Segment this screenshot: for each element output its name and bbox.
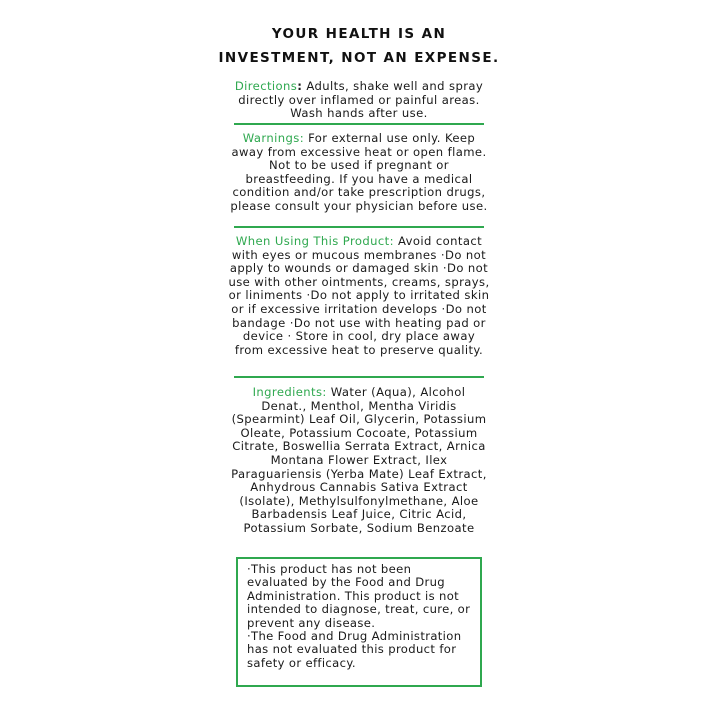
divider-3	[234, 376, 484, 378]
directions-text: Adults, shake well and spray directly over inflamed or painful areas. Wash hands after use.	[238, 79, 484, 121]
when-using-text: Avoid contact with eyes or mucous membranes ·Do not apply to wounds or damaged skin ·Do not use with other ointments, creams, sprays, or liniments ·Do not apply to irritated skin or if excessive irritation develops ·Do not bandage ·Do not use with heating pad or device · Store in cool, dry place away from excessive heat to preserve quality.	[228, 234, 490, 357]
warnings-text: For external use only. Keep away from excessive heat or open flame. Not to be used if pregnant or breastfeeding. If you have a medical condition and/or take prescription drugs, please consult your physician before use.	[230, 131, 488, 213]
divider-1	[234, 123, 484, 125]
product-label	[218, 0, 500, 720]
fda-disclaimer-box	[236, 557, 482, 687]
headline-line-1: YOUR HEALTH IS AN	[271, 26, 447, 42]
headline-line-2: INVESTMENT, NOT AN EXPENSE.	[218, 50, 500, 66]
directions-heading: Directions	[234, 79, 298, 93]
when-using-section	[228, 235, 490, 357]
fda-disclaimer-paragraph-2: ·The Food and Drug Administration has not evaluated this product for safety or efficacy.	[247, 629, 462, 670]
ingredients-heading: Ingredients:	[252, 385, 327, 399]
headline	[218, 22, 500, 70]
directions-section	[228, 80, 490, 121]
fda-disclaimer-paragraph-1: ·This product has not been evaluated by the Food and Drug Administration. This product is not intended to diagnose, treat, cure, or prevent any disease.	[247, 562, 471, 630]
warnings-heading: Warnings:	[242, 131, 305, 145]
divider-2	[234, 226, 484, 228]
ingredients-section	[228, 386, 490, 536]
when-using-heading: When Using This Product:	[235, 234, 394, 248]
directions-colon: :	[297, 79, 303, 93]
ingredients-text: Water (Aqua), Alcohol Denat., Menthol, Mentha Viridis (Spearmint) Leaf Oil, Glycerin, Potassium Oleate, Potassium Cocoate, Potassium Citrate, Boswellia Serrata Extract, Arnica Montana Flower Extract, Ilex Paraguariensis (Yerba Mate) Leaf Extract, Anhydrous Cannabis Sativa Extract (Isolate), Methylsulfonylmethane, Aloe Barbadensis Leaf Juice, Citric Acid, Potassium Sorbate, Sodium Benzoate	[231, 385, 487, 535]
warnings-section	[228, 132, 490, 214]
